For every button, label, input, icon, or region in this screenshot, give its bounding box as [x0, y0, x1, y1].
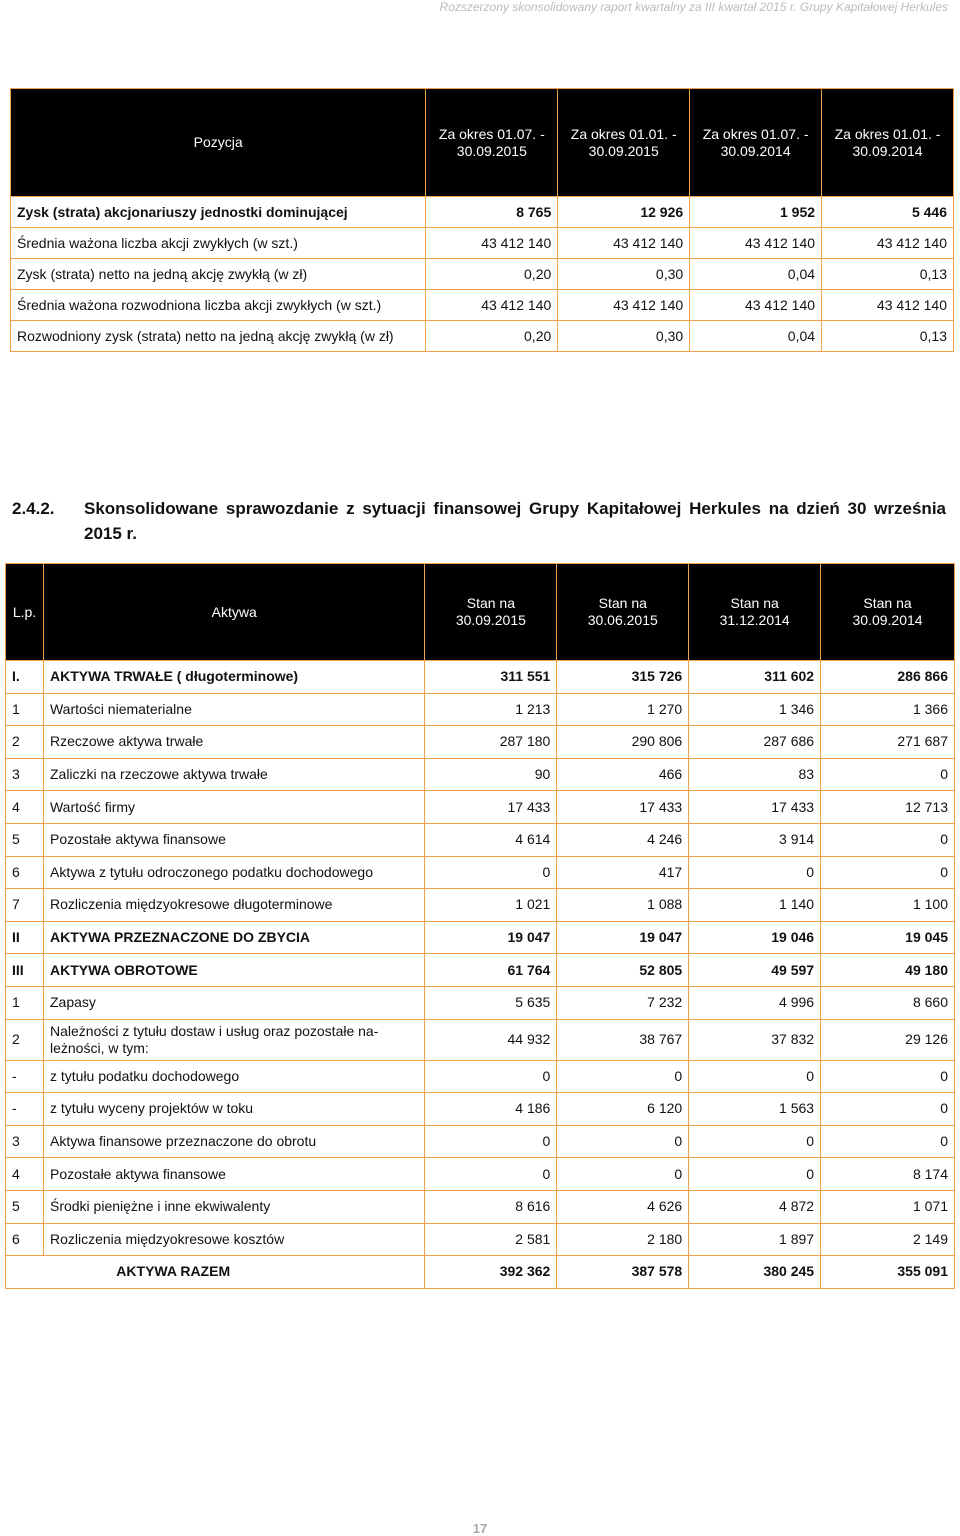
cell-value: 4 246: [557, 823, 689, 856]
cell-value: 5 446: [822, 197, 954, 228]
row-lp: 5: [6, 1190, 44, 1223]
cell-value: 43 412 140: [690, 290, 822, 321]
table-row: [6, 856, 955, 889]
row-label: Zaliczki na rzeczowe aktywa trwałe: [43, 758, 424, 791]
table-row: [6, 1190, 955, 1223]
table-row: [6, 1019, 955, 1060]
table-row: [6, 954, 955, 987]
cell-value: 2 581: [425, 1223, 557, 1256]
cell-value: 5 635: [425, 986, 557, 1019]
table-row: [11, 228, 954, 259]
table-row: [6, 921, 955, 954]
row-label: Aktywa finansowe przeznaczone do obrotu: [43, 1125, 424, 1158]
cell-value: 0: [425, 856, 557, 889]
cell-value: 417: [557, 856, 689, 889]
column-header: Stan na 30.06.2015: [557, 564, 689, 661]
cell-value: 0: [821, 856, 955, 889]
cell-value: 43 412 140: [426, 228, 558, 259]
table-header-row: [11, 89, 954, 197]
row-lp: 6: [6, 1223, 44, 1256]
column-header: L.p.: [6, 564, 44, 661]
cell-value: 43 412 140: [426, 290, 558, 321]
cell-value: 44 932: [425, 1019, 557, 1060]
cell-value: 1 346: [689, 693, 821, 726]
running-header: Rozszerzony skonsolidowany raport kwartalny za III kwartał 2015 r. Grupy Kapitałowej Herkules: [439, 0, 948, 14]
cell-value: 0: [425, 1158, 557, 1191]
total-value: 392 362: [425, 1256, 557, 1289]
cell-value: 311 551: [425, 661, 557, 694]
column-header: Pozycja: [11, 89, 426, 197]
row-lp: 4: [6, 791, 44, 824]
row-label: Wartości niematerialne: [43, 693, 424, 726]
row-lp: III: [6, 954, 44, 987]
row-label: Rozliczenia międzyokresowe długoterminowe: [43, 889, 424, 922]
cell-value: 315 726: [557, 661, 689, 694]
eps-table: [10, 88, 954, 352]
cell-value: 1 366: [821, 693, 955, 726]
cell-value: 0: [689, 1125, 821, 1158]
row-lp: 2: [6, 726, 44, 759]
cell-value: 1 270: [557, 693, 689, 726]
cell-value: 17 433: [689, 791, 821, 824]
cell-value: 43 412 140: [558, 228, 690, 259]
row-label: Zysk (strata) netto na jedną akcję zwykłą (w zł): [11, 259, 426, 290]
total-value: 380 245: [689, 1256, 821, 1289]
section-heading: [12, 496, 946, 546]
column-header: Za okres 01.07. - 30.09.2014: [690, 89, 822, 197]
cell-value: 29 126: [821, 1019, 955, 1060]
table-row: [6, 986, 955, 1019]
row-lp: 1: [6, 986, 44, 1019]
row-lp: 5: [6, 823, 44, 856]
cell-value: 0: [425, 1125, 557, 1158]
column-header: Aktywa: [43, 564, 424, 661]
cell-value: 4 626: [557, 1190, 689, 1223]
cell-value: 49 597: [689, 954, 821, 987]
cell-value: 1 071: [821, 1190, 955, 1223]
table-row: [6, 791, 955, 824]
cell-value: 0: [821, 1125, 955, 1158]
cell-value: 19 047: [425, 921, 557, 954]
cell-value: 17 433: [557, 791, 689, 824]
row-label: Należności z tytułu dostaw i usług oraz pozostałe na-leżności, w tym:: [43, 1019, 424, 1060]
cell-value: 19 047: [557, 921, 689, 954]
row-label: Zapasy: [43, 986, 424, 1019]
row-label: AKTYWA TRWAŁE ( długoterminowe): [43, 661, 424, 694]
cell-value: 1 952: [690, 197, 822, 228]
row-label: Pozostałe aktywa finansowe: [43, 823, 424, 856]
cell-value: 4 186: [425, 1093, 557, 1126]
row-lp: 6: [6, 856, 44, 889]
cell-value: 0: [557, 1125, 689, 1158]
row-label: Zysk (strata) akcjonariuszy jednostki dominującej: [11, 197, 426, 228]
cell-value: 271 687: [821, 726, 955, 759]
table-row: [6, 1093, 955, 1126]
table-row: [6, 1060, 955, 1093]
total-value: 387 578: [557, 1256, 689, 1289]
column-header: Za okres 01.07. - 30.09.2015: [426, 89, 558, 197]
row-lp: 4: [6, 1158, 44, 1191]
cell-value: 287 180: [425, 726, 557, 759]
cell-value: 1 021: [425, 889, 557, 922]
row-lp: I.: [6, 661, 44, 694]
table-row: [6, 1158, 955, 1191]
total-value: 355 091: [821, 1256, 955, 1289]
cell-value: 19 045: [821, 921, 955, 954]
row-label: Średnia ważona liczba akcji zwykłych (w szt.): [11, 228, 426, 259]
table-row: [6, 823, 955, 856]
cell-value: 0: [557, 1158, 689, 1191]
table-row: [6, 758, 955, 791]
cell-value: 0,30: [558, 259, 690, 290]
cell-value: 466: [557, 758, 689, 791]
cell-value: 7 232: [557, 986, 689, 1019]
cell-value: 6 120: [557, 1093, 689, 1126]
cell-value: 43 412 140: [690, 228, 822, 259]
row-label: Pozostałe aktywa finansowe: [43, 1158, 424, 1191]
cell-value: 0: [425, 1060, 557, 1093]
row-lp: 7: [6, 889, 44, 922]
column-header: Stan na 31.12.2014: [689, 564, 821, 661]
row-lp: 1: [6, 693, 44, 726]
column-header: Za okres 01.01. - 30.09.2014: [822, 89, 954, 197]
row-lp: 3: [6, 1125, 44, 1158]
section-number: 2.4.2.: [12, 499, 55, 518]
cell-value: 8 660: [821, 986, 955, 1019]
table-row: [6, 693, 955, 726]
cell-value: 0: [821, 1060, 955, 1093]
column-header: Stan na 30.09.2015: [425, 564, 557, 661]
cell-value: 3 914: [689, 823, 821, 856]
row-label: AKTYWA OBROTOWE: [43, 954, 424, 987]
cell-value: 90: [425, 758, 557, 791]
cell-value: 1 088: [557, 889, 689, 922]
row-lp: -: [6, 1093, 44, 1126]
row-label: Aktywa z tytułu odroczonego podatku dochodowego: [43, 856, 424, 889]
row-label: AKTYWA PRZEZNACZONE DO ZBYCIA: [43, 921, 424, 954]
cell-value: 8 616: [425, 1190, 557, 1223]
row-label: Rzeczowe aktywa trwałe: [43, 726, 424, 759]
cell-value: 43 412 140: [822, 290, 954, 321]
column-header: Za okres 01.01. - 30.09.2015: [558, 89, 690, 197]
table-row: [6, 661, 955, 694]
cell-value: 1 100: [821, 889, 955, 922]
cell-value: 0: [689, 1060, 821, 1093]
cell-value: 1 140: [689, 889, 821, 922]
cell-value: 19 046: [689, 921, 821, 954]
row-lp: -: [6, 1060, 44, 1093]
cell-value: 61 764: [425, 954, 557, 987]
row-label: Średnia ważona rozwodniona liczba akcji zwykłych (w szt.): [11, 290, 426, 321]
cell-value: 287 686: [689, 726, 821, 759]
page-number: 17: [472, 1521, 488, 1536]
row-label: Środki pieniężne i inne ekwiwalenty: [43, 1190, 424, 1223]
cell-value: 83: [689, 758, 821, 791]
table-row: [11, 290, 954, 321]
cell-value: 38 767: [557, 1019, 689, 1060]
cell-value: 0,04: [690, 259, 822, 290]
cell-value: 0: [821, 1093, 955, 1126]
row-label: Rozliczenia międzyokresowe kosztów: [43, 1223, 424, 1256]
cell-value: 0,20: [426, 321, 558, 352]
cell-value: 290 806: [557, 726, 689, 759]
cell-value: 2 149: [821, 1223, 955, 1256]
cell-value: 4 996: [689, 986, 821, 1019]
table-row: [6, 1125, 955, 1158]
table-row: [6, 726, 955, 759]
cell-value: 0,04: [690, 321, 822, 352]
total-row: [6, 1256, 955, 1289]
cell-value: 0: [821, 823, 955, 856]
table-row: [6, 1223, 955, 1256]
cell-value: 4 614: [425, 823, 557, 856]
cell-value: 37 832: [689, 1019, 821, 1060]
row-label: Wartość firmy: [43, 791, 424, 824]
cell-value: 2 180: [557, 1223, 689, 1256]
cell-value: 0,20: [426, 259, 558, 290]
cell-value: 1 897: [689, 1223, 821, 1256]
cell-value: 49 180: [821, 954, 955, 987]
cell-value: 0,13: [822, 259, 954, 290]
section-title: Skonsolidowane sprawozdanie z sytuacji finansowej Grupy Kapitałowej Herkules na dzień 30 września 2015 r.: [84, 499, 946, 543]
table-row: [6, 889, 955, 922]
cell-value: 52 805: [557, 954, 689, 987]
cell-value: 286 866: [821, 661, 955, 694]
row-lp: 3: [6, 758, 44, 791]
column-header: Stan na 30.09.2014: [821, 564, 955, 661]
cell-value: 17 433: [425, 791, 557, 824]
table-header-row: [6, 564, 955, 661]
cell-value: 8 174: [821, 1158, 955, 1191]
cell-value: 8 765: [426, 197, 558, 228]
cell-value: 311 602: [689, 661, 821, 694]
cell-value: 12 713: [821, 791, 955, 824]
table-row: [11, 259, 954, 290]
cell-value: 0: [557, 1060, 689, 1093]
cell-value: 43 412 140: [558, 290, 690, 321]
row-lp: II: [6, 921, 44, 954]
cell-value: 12 926: [558, 197, 690, 228]
row-label: z tytułu podatku dochodowego: [43, 1060, 424, 1093]
total-label: AKTYWA RAZEM: [6, 1256, 425, 1289]
cell-value: 4 872: [689, 1190, 821, 1223]
row-lp: 2: [6, 1019, 44, 1060]
cell-value: 43 412 140: [822, 228, 954, 259]
table-row: [11, 197, 954, 228]
cell-value: 0: [689, 856, 821, 889]
cell-value: 0,30: [558, 321, 690, 352]
row-label: z tytułu wyceny projektów w toku: [43, 1093, 424, 1126]
cell-value: 1 563: [689, 1093, 821, 1126]
cell-value: 0,13: [822, 321, 954, 352]
cell-value: 1 213: [425, 693, 557, 726]
cell-value: 0: [821, 758, 955, 791]
cell-value: 0: [689, 1158, 821, 1191]
table-row: [11, 321, 954, 352]
assets-table: [5, 563, 955, 1289]
row-label: Rozwodniony zysk (strata) netto na jedną akcję zwykłą (w zł): [11, 321, 426, 352]
